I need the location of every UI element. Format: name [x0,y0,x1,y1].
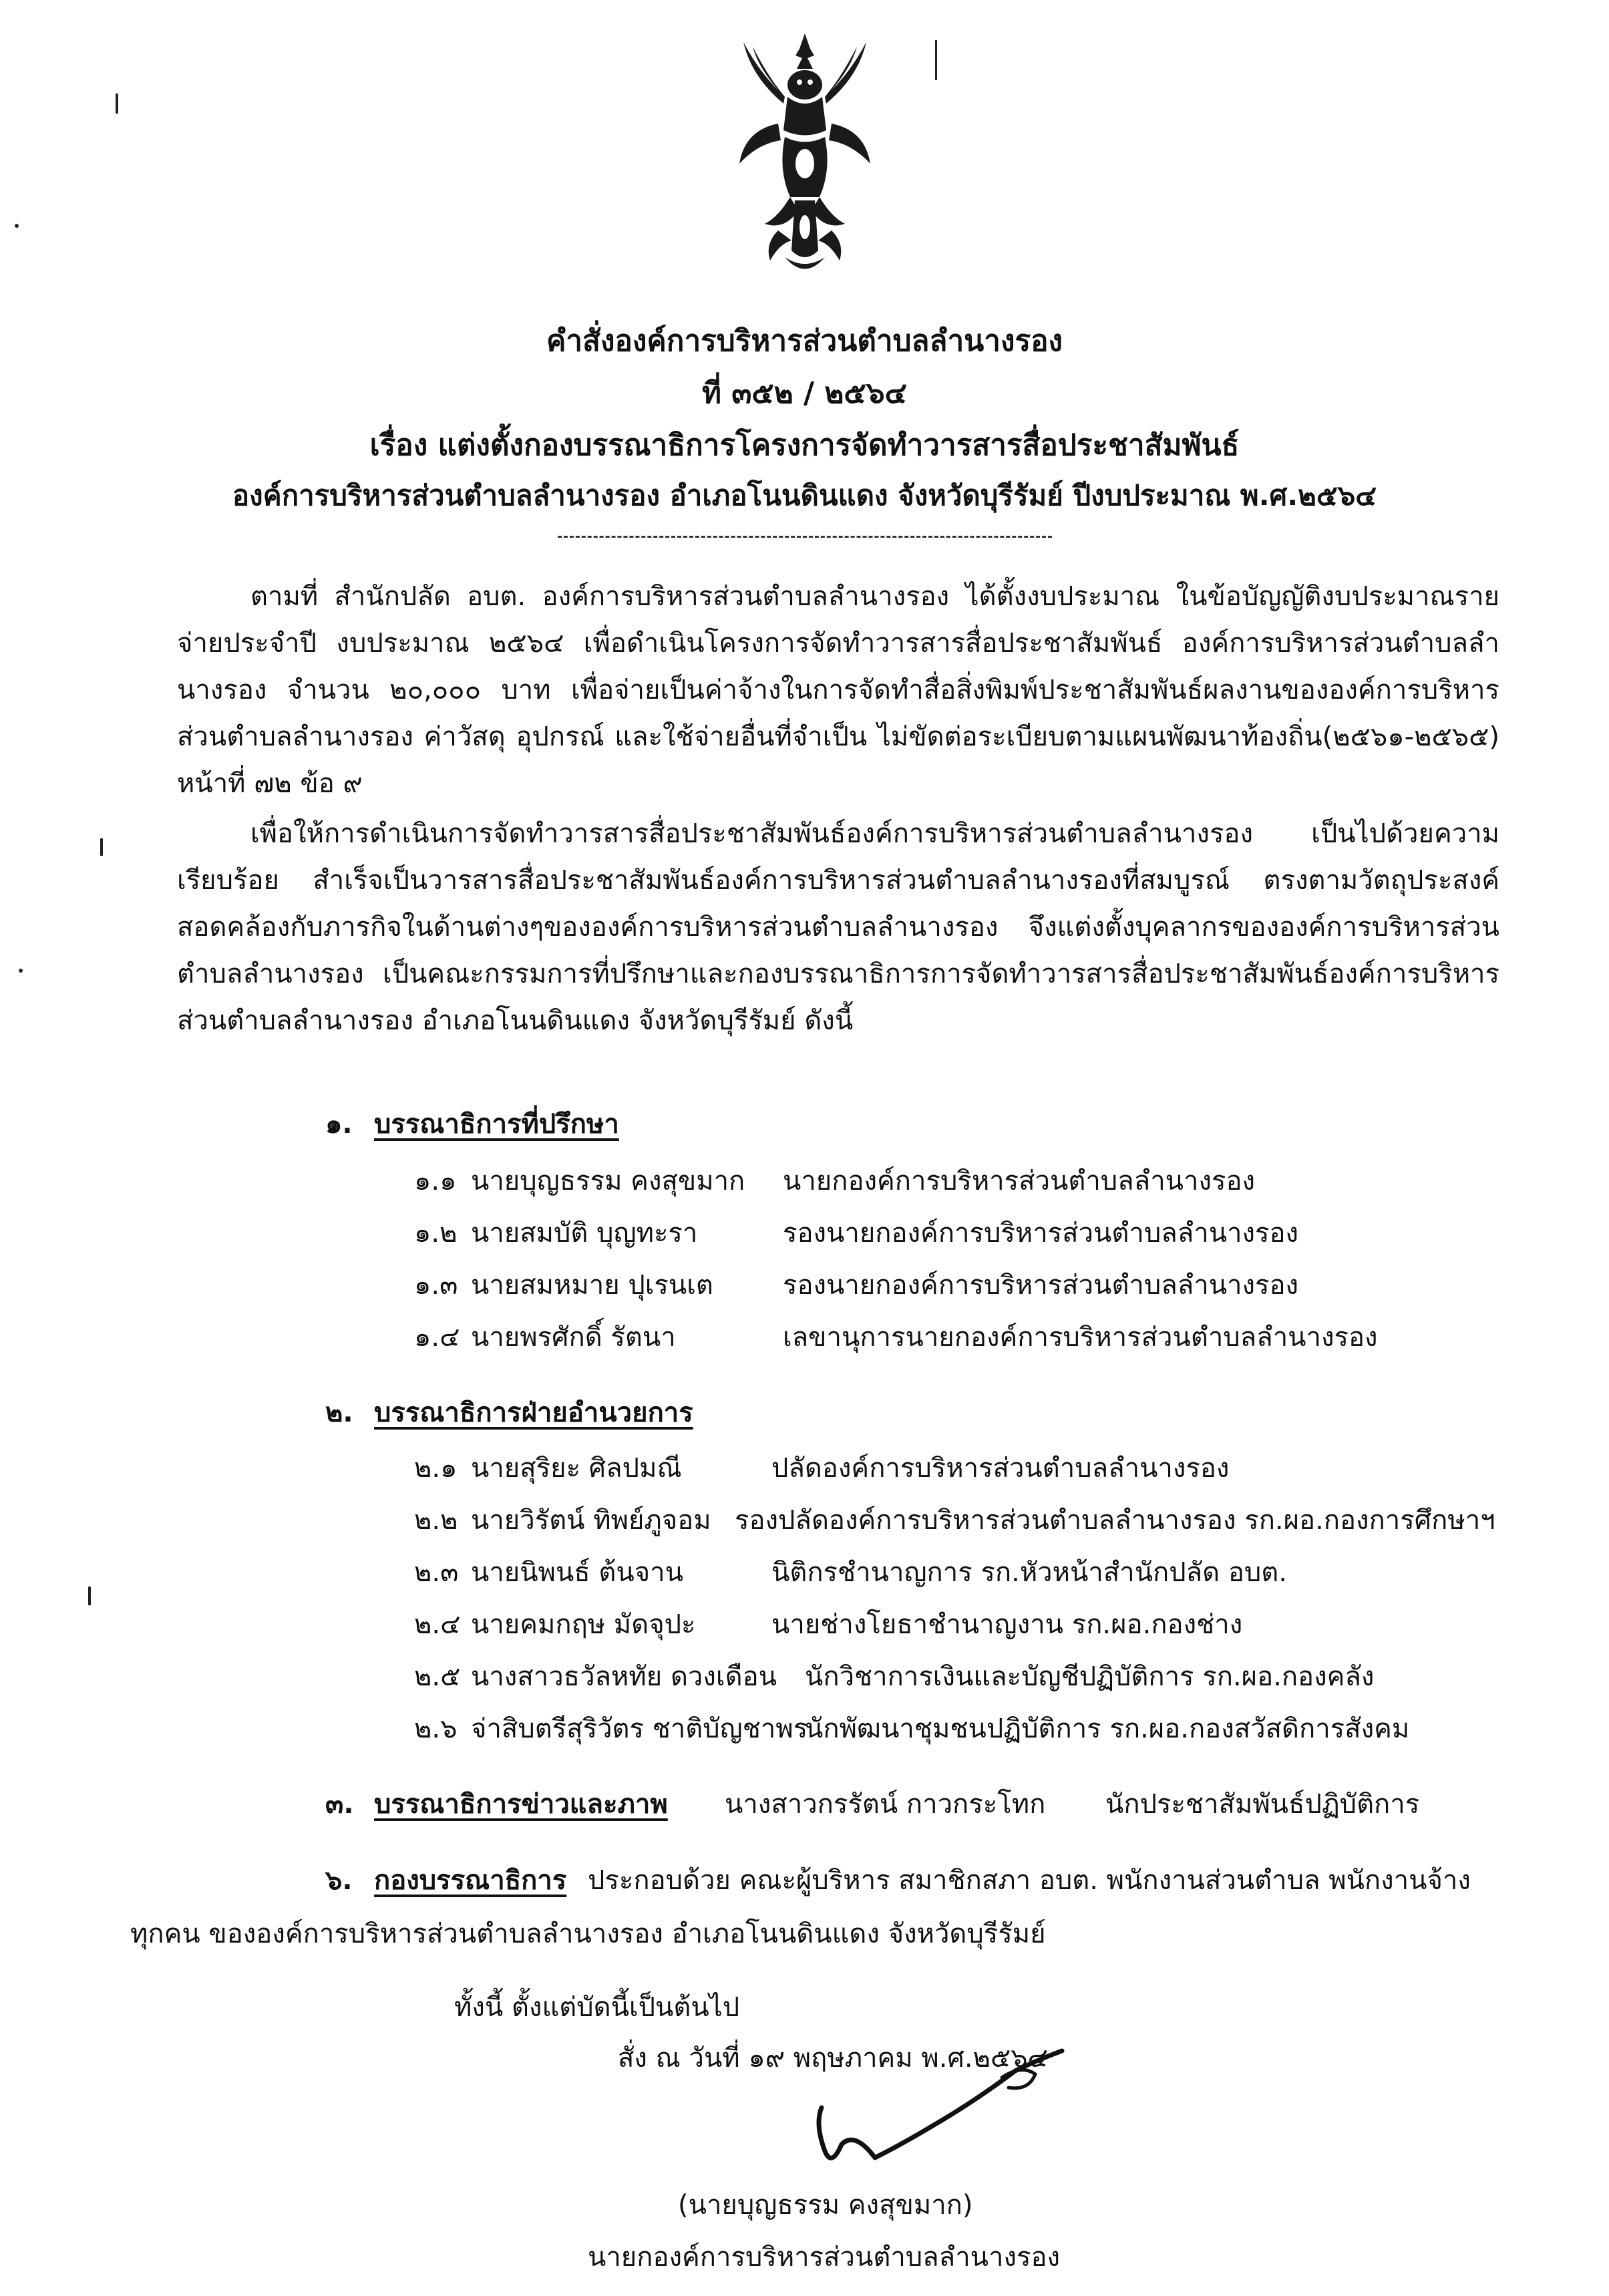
item-2-3-number: ๒.๓ [414,1557,459,1588]
signer-name: (นายบุญธรรม คงสุขมาก) [678,2190,973,2221]
item-2-3-role: นิติกรชำนาญการ รก.หัวหน้าสำนักปลัด อบต. [771,1557,1287,1588]
scan-mark [88,1587,91,1605]
item-1-2-name: นายสมบัติ บุญทะรา [471,1218,698,1249]
item-1-4-number: ๑.๔ [414,1322,460,1353]
section-4-title: กองบรรณาธิการ [374,1865,567,1896]
section-3-role: นักประชาสัมพันธ์ปฏิบัติการ [1105,1789,1420,1820]
item-2-2-name: นายวิรัตน์ ทิพย์ภูจอม [471,1505,711,1536]
item-1-4-name: นายพรศักดิ์ รัตนา [471,1322,676,1353]
item-2-4-name: นายคมกฤษ มัดจุปะ [471,1609,696,1640]
paragraph-1: ตามที่ สำนักปลัด อบต. องค์การบริหารส่วนตำบลลำนางรอง ได้ตั้งงบประมาณ ในข้อบัญญัติงบประมาณรายจ่ายประจำปี งบประมาณ ๒๕๖๔ เพื่อดำเนินโครงการจัดทำวารสารสื่อประชาสัมพันธ์ องค์การบริหารส่วนตำบลลำนางรอง จำนวน ๒๐,๐๐๐ บาท เพื่อจ่ายเป็นค่าจ้างในการจัดทำสื่อสิ่งพิมพ์ประชาสัมพันธ์ผลงานขององค์การบริหารส่วนตำบลลำนางรอง ค่าวัสดุ อุปกรณ์ และใช้จ่ายอื่นที่จำเป็น ไม่ขัดต่อระเบียบตามแผนพัฒนาท้องถิ่น(๒๕๖๑-๒๕๖๕) หน้าที่ ๗๒ ข้อ ๙ [177,581,1499,799]
order-subject: เรื่อง แต่งตั้งกองบรรณาธิการโครงการจัดทำวารสารสื่อประชาสัมพันธ์ [369,428,1240,462]
order-subject-line2: องค์การบริหารส่วนตำบลลำนางรอง อำเภอโนนดินแดง จังหวัดบุรีรัมย์ ปีงบประมาณ พ.ศ.๒๕๖๔ [232,479,1377,512]
scan-dot [15,224,19,228]
order-date: สั่ง ณ วันที่ ๑๙ พฤษภาคม พ.ศ.๒๕๖๔ [618,2043,1048,2074]
item-2-5-role: นักวิชาการเงินและบัญชีปฏิบัติการ รก.ผอ.กองคลัง [805,1661,1375,1692]
section-4-text-2: ทุกคน ขององค์การบริหารส่วนตำบลลำนางรอง อำเภอโนนดินแดง จังหวัดบุรีรัมย์ [130,1919,1046,1949]
item-1-4-role: เลขานุการนายกองค์การบริหารส่วนตำบลลำนางรอง [783,1322,1378,1353]
item-1-3-number: ๑.๓ [414,1270,458,1301]
scan-mark [116,94,118,114]
order-number: ที่ ๓๕๒ / ๒๕๖๔ [702,376,907,410]
item-2-1-number: ๒.๑ [414,1453,458,1484]
item-1-1-name: นายบุญธรรม คงสุขมาก [471,1166,745,1196]
signature [801,2044,1082,2178]
paragraph-2: เพื่อให้การดำเนินการจัดทำวารสารสื่อประชาสัมพันธ์องค์การบริหารส่วนตำบลลำนางรอง เป็นไปด้วยความเรียบร้อย สำเร็จเป็นวารสารสื่อประชาสัมพันธ์องค์การบริหารส่วนตำบลลำนางรองที่สมบูรณ์ ตรงตามวัตถุประสงค์ สอดคล้องกับภารกิจในด้านต่างๆขององค์การบริหารส่วนตำบลลำนางรอง จึงแต่งตั้งบุคลากรขององค์การบริหารส่วนตำบลลำนางรอง เป็นคณะกรรมการที่ปรึกษาและกองบรรณาธิการการจัดทำวารสารสื่อประชาสัมพันธ์องค์การบริหารส่วนตำบลลำนางรอง อำเภอโนนดินแดง จังหวัดบุรีรัมย์ ดังนี้ [177,818,1499,1036]
item-2-6-name: จ่าสิบตรีสุริวัตร ชาติบัญชาพร [471,1713,808,1744]
section-2-title: บรรณาธิการฝ่ายอำนวยการ [374,1398,693,1428]
section-4-number: ๖. [325,1865,353,1896]
item-2-5-number: ๒.๕ [414,1661,461,1692]
item-1-1-role: นายกองค์การบริหารส่วนตำบลลำนางรอง [783,1166,1256,1196]
scan-dot [19,969,23,973]
item-1-2-number: ๑.๒ [414,1218,458,1249]
scan-mark [100,838,103,856]
item-1-3-role: รองนายกองค์การบริหารส่วนตำบลลำนางรอง [783,1270,1299,1301]
item-2-4-role: นายช่างโยธาชำนาญงาน รก.ผอ.กองช่าง [771,1609,1243,1640]
item-2-2-role: รองปลัดองค์การบริหารส่วนตำบลลำนางรอง รก.ผอ.กองการศึกษาฯ [735,1505,1495,1536]
garuda-emblem [738,30,872,284]
item-2-6-number: ๒.๖ [414,1713,458,1744]
section-1-number: ๑. [325,1109,353,1140]
order-title: คำสั่งองค์การบริหารส่วนตำบลลำนางรอง [546,324,1063,358]
signer-title: นายกองค์การบริหารส่วนตำบลลำนางรอง [588,2242,1061,2273]
section-3-title: บรรณาธิการข่าวและภาพ [374,1789,668,1820]
item-2-3-name: นายนิพนธ์ ต้นจาน [471,1557,683,1588]
scan-mark [935,40,937,80]
item-2-2-number: ๒.๒ [414,1505,458,1536]
item-1-2-role: รองนายกองค์การบริหารส่วนตำบลลำนางรอง [783,1218,1299,1249]
section-2-number: ๒. [325,1398,353,1428]
item-2-1-name: นายสุริยะ ศิลปมณี [471,1453,682,1484]
item-2-4-number: ๒.๔ [414,1609,461,1640]
header-divider [558,536,1052,538]
section-1-title: บรรณาธิการที่ปรึกษา [374,1109,619,1140]
item-2-1-role: ปลัดองค์การบริหารส่วนตำบลลำนางรอง [771,1453,1230,1484]
item-2-6-role: นักพัฒนาชุมชนปฏิบัติการ รก.ผอ.กองสวัสดิการสังคม [805,1713,1410,1744]
item-1-1-number: ๑.๑ [414,1166,457,1196]
item-2-5-name: นางสาวธวัลหทัย ดวงเดือน [471,1661,777,1692]
item-1-3-name: นายสมหมาย ปุเรนเต [471,1270,713,1301]
section-3-name: นางสาวกรรัตน์ กาวกระโทก [725,1789,1046,1820]
effective-statement: ทั้งนี้ ตั้งแต่บัดนี้เป็นต้นไป [454,1992,740,2023]
section-3-number: ๓. [325,1789,354,1820]
section-4-text-1: ประกอบด้วย คณะผู้บริหาร สมาชิกสภา อบต. พนักงานส่วนตำบล พนักงานจ้าง [588,1865,1471,1896]
